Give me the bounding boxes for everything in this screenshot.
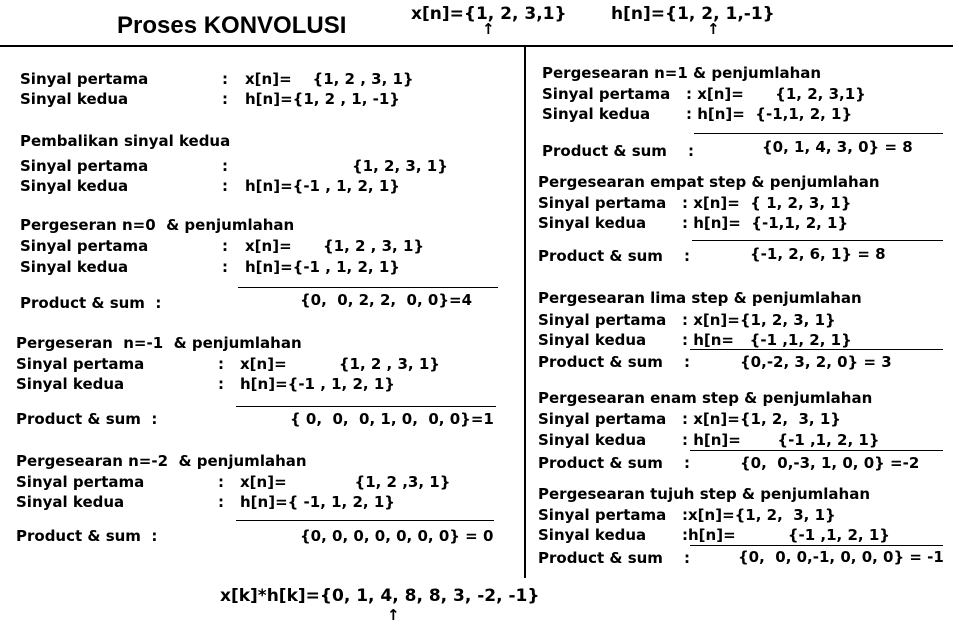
sum-rule xyxy=(690,349,943,350)
signal-second-value: h[n]={-1 , 1, 2, 1} xyxy=(245,177,400,195)
sum-rule xyxy=(236,520,494,521)
product-sum-label: Product & sum xyxy=(538,353,663,371)
signal-second-value: :h[n]= {-1 ,1, 2, 1} xyxy=(682,526,890,544)
section-heading: Pergesearan empat step & penjumlahan xyxy=(538,173,880,191)
product-sum-label: Product & sum : xyxy=(16,410,158,428)
signal-first-value: x[n]= {1, 2 , 3, 1} xyxy=(245,237,425,255)
signal-first-value: {1, 2, 3, 1} xyxy=(352,157,448,175)
signal-first-value: x[n]= {1, 2 ,3, 1} xyxy=(240,473,451,491)
product-sum-value: {0, 0, 2, 2, 0, 0}=4 xyxy=(300,291,473,309)
signal-second-label: Sinyal kedua xyxy=(20,258,129,276)
signal-second-label: Sinyal kedua xyxy=(538,331,647,349)
signal-first-value: : x[n]={1, 2, 3, 1} xyxy=(682,410,841,428)
product-sum-label: Product & sum : xyxy=(16,527,158,545)
sum-rule xyxy=(690,545,943,546)
colon: : xyxy=(684,247,690,265)
product-sum-label: Product & sum : xyxy=(20,294,162,312)
product-sum-value: {0,-2, 3, 2, 0} = 3 xyxy=(740,353,892,371)
signal-first-value: x[n]= {1, 2 , 3, 1} xyxy=(240,355,440,373)
colon: : xyxy=(222,177,228,195)
colon: : xyxy=(688,142,694,160)
sum-rule xyxy=(238,287,498,288)
section-heading: Pergesearan lima step & penjumlahan xyxy=(538,289,862,307)
product-sum-value: {0, 1, 4, 3, 0} = 8 xyxy=(762,138,913,156)
h-definition: h[n]={1, 2, 1,-1} xyxy=(611,4,775,24)
x-definition: x[n]={1, 2, 3,1} xyxy=(411,4,567,24)
colon: : xyxy=(218,473,224,491)
signal-second-label: Sinyal kedua xyxy=(538,526,647,544)
header-divider xyxy=(0,45,953,47)
signal-first-value: : x[n]={1, 2, 3, 1} xyxy=(682,311,836,329)
signal-second-label: Sinyal kedua xyxy=(20,90,129,108)
colon: : xyxy=(218,493,224,511)
h-origin-arrow-icon: ↑ xyxy=(707,20,720,38)
signal-first-label: Sinyal pertama xyxy=(20,157,149,175)
signal-first-label: Sinyal pertama xyxy=(538,194,667,212)
sum-rule xyxy=(692,240,943,241)
signal-first-label: Sinyal pertama xyxy=(538,311,667,329)
sum-rule xyxy=(694,133,943,134)
colon: : xyxy=(222,237,228,255)
colon: : xyxy=(222,157,228,175)
result-origin-arrow-icon: ↑ xyxy=(387,606,400,624)
section-heading: Pembalikan sinyal kedua xyxy=(20,132,231,150)
signal-second-value: h[n]={-1 , 1, 2, 1} xyxy=(245,258,400,276)
signal-first-value: : x[n]= {1, 2, 3,1} xyxy=(686,85,866,103)
section-heading: Pergeseran n=-1 & penjumlahan xyxy=(16,334,302,352)
signal-first-label: Sinyal pertama xyxy=(16,473,145,491)
signal-second-value: : h[n]= {-1,1, 2, 1} xyxy=(686,105,853,123)
signal-first-value: :x[n]={1, 2, 3, 1} xyxy=(682,506,836,524)
colon: : xyxy=(222,90,228,108)
signal-first-value: : x[n]= { 1, 2, 3, 1} xyxy=(682,194,852,212)
product-sum-label: Product & sum xyxy=(538,247,663,265)
signal-second-value: h[n]={-1 , 1, 2, 1} xyxy=(240,375,395,393)
section-heading: Pergesearan enam step & penjumlahan xyxy=(538,389,873,407)
colon: : xyxy=(684,454,690,472)
convolution-result: x[k]*h[k]={0, 1, 4, 8, 8, 3, -2, -1} xyxy=(220,586,540,606)
product-sum-value: {-1, 2, 6, 1} = 8 xyxy=(750,245,886,263)
sum-rule xyxy=(236,406,496,407)
product-sum-label: Product & sum xyxy=(542,142,667,160)
product-sum-value: {0, 0, 0, 0, 0, 0, 0} = 0 xyxy=(300,527,494,545)
signal-second-label: Sinyal kedua xyxy=(20,177,129,195)
colon: : xyxy=(218,355,224,373)
signal-second-value: h[n]={1, 2 , 1, -1} xyxy=(245,90,400,108)
colon: : xyxy=(222,70,228,88)
colon: : xyxy=(684,353,690,371)
signal-first-label: Sinyal pertama xyxy=(20,237,149,255)
product-sum-value: { 0, 0, 0, 1, 0, 0, 0}=1 xyxy=(290,410,494,428)
page-title: Proses KONVOLUSI xyxy=(117,12,347,39)
signal-first-label: Sinyal pertama xyxy=(20,70,149,88)
signal-first-value: x[n]= {1, 2 , 3, 1} xyxy=(245,70,414,88)
signal-first-label: Sinyal pertama xyxy=(538,506,667,524)
signal-second-label: Sinyal kedua xyxy=(16,493,125,511)
section-heading: Pergesearan n=-2 & penjumlahan xyxy=(16,452,307,470)
section-heading: Pergeseran n=0 & penjumlahan xyxy=(20,216,295,234)
product-sum-label: Product & sum xyxy=(538,549,663,567)
signal-second-label: Sinyal kedua xyxy=(16,375,125,393)
colon: : xyxy=(684,549,690,567)
signal-second-value: h[n]={ -1, 1, 2, 1} xyxy=(240,493,395,511)
signal-second-value: : h[n]= {-1,1, 2, 1} xyxy=(682,214,849,232)
signal-second-label: Sinyal kedua xyxy=(538,431,647,449)
product-sum-label: Product & sum xyxy=(538,454,663,472)
product-sum-value: {0, 0, 0,-1, 0, 0, 0} = -1 xyxy=(738,548,944,566)
signal-first-label: Sinyal pertama xyxy=(16,355,145,373)
signal-second-label: Sinyal kedua xyxy=(542,105,651,123)
signal-first-label: Sinyal pertama xyxy=(542,85,671,103)
sum-rule xyxy=(690,450,943,451)
section-heading: Pergesearan tujuh step & penjumlahan xyxy=(538,485,871,503)
section-heading: Pergesearan n=1 & penjumlahan xyxy=(542,64,822,82)
signal-second-value: : h[n]= {-1 ,1, 2, 1} xyxy=(682,431,880,449)
colon: : xyxy=(222,258,228,276)
x-origin-arrow-icon: ↑ xyxy=(482,20,495,38)
product-sum-value: {0, 0,-3, 1, 0, 0} =-2 xyxy=(740,454,920,472)
column-divider xyxy=(524,46,526,578)
signal-first-label: Sinyal pertama xyxy=(538,410,667,428)
signal-second-value: : h[n= {-1 ,1, 2, 1} xyxy=(682,331,852,349)
signal-second-label: Sinyal kedua xyxy=(538,214,647,232)
colon: : xyxy=(218,375,224,393)
